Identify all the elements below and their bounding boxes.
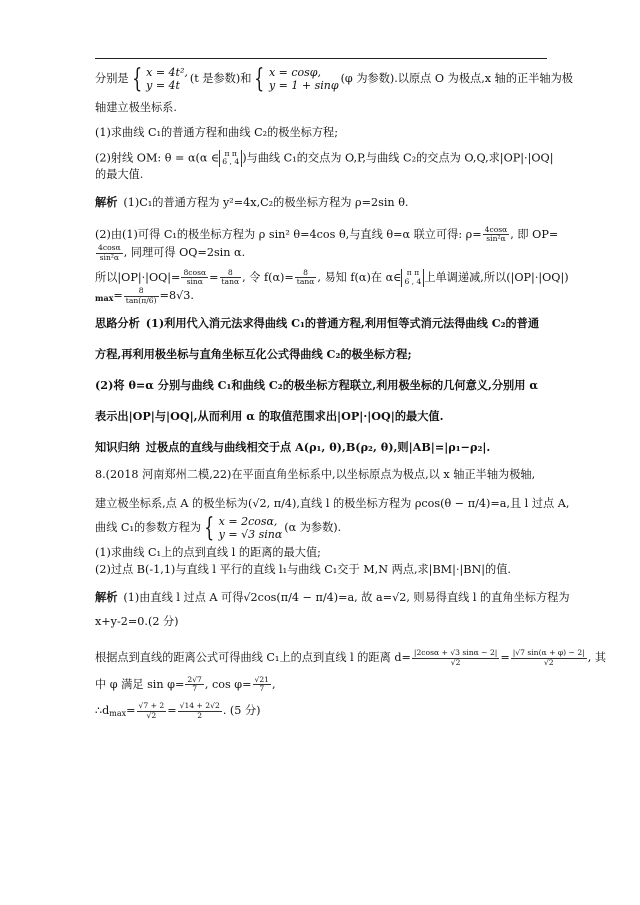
fraction-op: $\frac{4\cos\alpha}{\text{sin²α}}$ <box>98 243 121 262</box>
analysis-label: 思路分析 <box>95 316 140 331</box>
fraction-rho: $\frac{4\cos\alpha}{\text{sin²α}}$ <box>484 224 508 244</box>
solution-part-2-line-2: $\frac{4\cos\alpha}{\text{sin²α}}$ , 同理可得 OQ=2sin α. <box>98 243 246 262</box>
question-1: (1)求曲线 C₁的普通方程和曲线 C₂的极坐标方程; <box>95 125 339 139</box>
solution-part-1: 解析 (1)C₁的普通方程为 y²=4x,C₂的极坐标方程为 ρ=2sin θ. <box>95 194 409 209</box>
solution-8-dmax-line: $\therefore d_{max}=$ $\frac{√7 + 2}{√2}$ = $\frac{√14 + 2√2}{2}$ . (5 分) <box>95 701 261 720</box>
analysis-line-4: 表示出|OP|与|OQ|,从而利用 α 的取值范围求出|OP|·|OQ|的最大值. <box>95 408 444 423</box>
knowledge-label: 知识归纳 <box>95 439 140 454</box>
brace-c1: { <box>131 64 142 95</box>
brace-c2: { <box>254 64 265 95</box>
solution-max-line: $_{max}$= $\frac{8}{\tan(\pi/6)}$ =8√3. <box>95 286 194 305</box>
problem-8-line-3: 曲线 C₁的参数方程为 { x = 2cosα, y = √3 sinα (α 为参数). <box>95 513 342 544</box>
solution-part-2-line-1: (2)由(1)可得 C₁的极坐标方程为 ρ sin² θ=4cos θ,与直线 θ=α 联立可得: ρ= $\frac{4\cos\alpha}{\text{sin²α}}$ , 即 OP= <box>95 224 559 244</box>
system-c1: x = 4t², y = 4t <box>146 66 188 93</box>
solution-8-distance-line: 根据点到直线的距离公式可得曲线 C₁上的点到直线 l 的距离 d= $\frac{|2\cos\alpha + √3 \sin\alpha - 2|}{√2}$ = $\frac{|√7 \sin(\alpha + \varphi) - 2|}{√2}$ , 其 <box>95 648 607 667</box>
problem-8-line-1: 8.(2018 河南郑州二模,22)在平面直角坐标系中,以坐标原点为极点,以 x 轴正半轴为极轴, <box>95 468 536 482</box>
document-page <box>95 64 607 721</box>
analysis-line-3: (2)将 θ=α 分别与曲线 C₁和曲线 C₂的极坐标方程联立,利用极坐标的几何意义,分别用 α <box>95 378 538 393</box>
alpha-range: π π 6 , 4 <box>219 150 242 167</box>
analysis-line-2: 方程,再利用极坐标与直角坐标互化公式得曲线 C₂的极坐标方程; <box>95 347 412 362</box>
problem-8-line-2: 建立极坐标系,点 A 的极坐标为(√2, π/4),直线 l 的极坐标方程为 ρcos(θ − π/4)=a,且 l 过点 A, <box>95 497 570 511</box>
problem-8-question-1: (1)求曲线 C₁上的点到直线 l 的距离的最大值; <box>95 546 321 560</box>
solution-8-label: 解析 <box>95 589 118 604</box>
system-c1-param: x = 2cosα, y = √3 sinα <box>218 515 283 542</box>
solution-product-line: 所以|OP|·|OQ|= $\frac{8\cos\alpha}{\sin\alpha}$ = $\frac{8}{\tan\alpha}$ , 令 f(α)= $\frac{8}{\tan\alpha}$ , 易知 f(α)在 α∈ π π 6 , 4 上单调递减,所以(|OP|·|OQ|) <box>95 267 569 287</box>
problem-8-question-2: (2)过点 B(-1,1)与直线 l 平行的直线 l₁与曲线 C₁交于 M,N 两点,求|BM|·|BN|的值. <box>95 562 511 576</box>
text-fenbie: 分别是 <box>95 72 129 86</box>
knowledge-line: 知识归纳 过极点的直线与曲线相交于点 A(ρ₁, θ),B(ρ₂, θ),则|AB|=|ρ₁−ρ₂|. <box>95 439 491 454</box>
solution-label: 解析 <box>95 194 118 209</box>
solution-8-phi-line: 中 φ 满足 sin φ= $\frac{2√7}{7}$ , cos φ= $\frac{√21}{7}$ , <box>95 674 276 694</box>
curve-equations-line <box>95 64 573 100</box>
point-a-coords: (√2, π/4) <box>248 497 297 511</box>
solution-8-line-1: 解析 (1)由直线 l 过点 A 可得√2cos(π/4 − π/4)=a, 故 a=√2, 则易得直线 l 的直角坐标方程为 <box>95 589 570 604</box>
polar-setup-line: 轴建立极坐标系. <box>95 101 177 114</box>
question-2-end: 的最大值. <box>95 168 144 182</box>
analysis-line-1: 思路分析 (1)利用代入消元法求得曲线 C₁的普通方程,利用恒等式消元法得曲线 C₂的普通 <box>95 316 540 331</box>
c2-param-text: (φ 为参数).以原点 O 为极点,x 轴的正半轴为极 <box>340 72 573 86</box>
solution-8-line-2: x+y-2=0.(2 分) <box>95 615 179 629</box>
c1-param-text: (t 是参数)和 <box>189 72 252 86</box>
question-2: (2)射线 OM: θ = α(α ∈ π π 6 , 4 )与曲线 C₁的交点为 O,P,与曲线 C₂的交点为 O,Q,求|OP|·|OQ| <box>95 148 554 167</box>
header-rule <box>95 58 547 59</box>
system-c2: x = cosφ, y = 1 + sinφ <box>268 66 339 93</box>
